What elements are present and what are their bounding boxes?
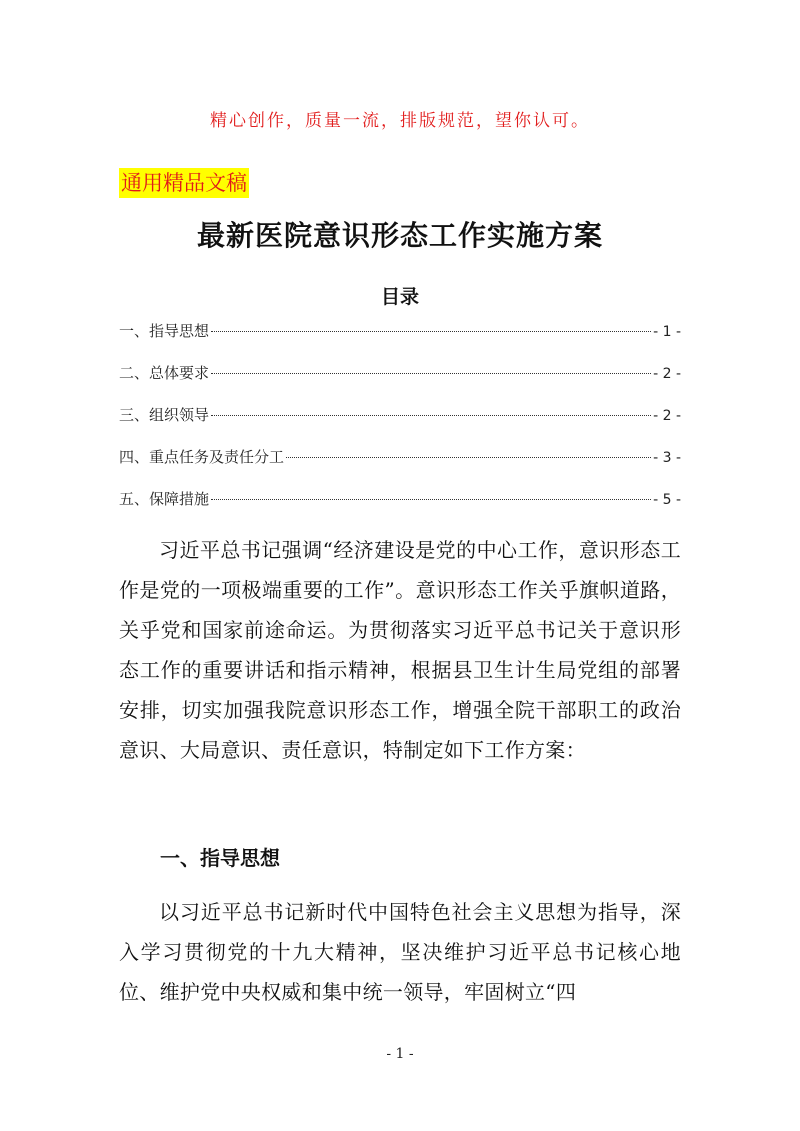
toc-entry[interactable] [119,362,681,404]
toc-entry-page: - 5 - [653,492,681,508]
toc-entry-label: 四、重点任务及责任分工 [119,448,285,466]
toc-leader-dots [211,499,651,500]
toc-leader-dots [211,331,651,332]
toc-entry-label: 三、组织领导 [119,406,210,424]
toc-leader-dots [211,415,651,416]
toc-leader-dots [286,457,651,458]
toc-entry-page: - 3 - [653,450,681,466]
toc-entry[interactable] [119,404,681,446]
section-heading-guiding-ideology: 一、指导思想 [160,846,280,870]
toc-entry[interactable] [119,320,681,362]
page-number: - 1 - [386,1046,414,1062]
toc-entry-label: 一、指导思想 [119,322,210,340]
toc-entry[interactable] [119,446,681,488]
intro-paragraph: 习近平总书记强调“经济建设是党的中心工作，意识形态工作是党的一项极端重要的工作”。意识形态工作关乎旗帜道路，关乎党和国家前途命运。为贯彻落实习近平总书记关于意识形态工作的重要讲话和指示精神，根据县卫生计生局党组的部署安排，切实加强我院意识形态工作，增强全院干部职工的政治意识、大局意识、责任意识，特制定如下工作方案： [119,538,681,762]
toc-entry-label: 五、保障措施 [119,490,210,508]
toc-entry-label: 二、总体要求 [119,364,210,382]
slogan: 精心创作，质量一流，排版规范，望你认可。 [210,111,590,131]
toc-entry-page: - 1 - [653,324,681,340]
toc-leader-dots [211,373,651,374]
document-title: 最新医院意识形态工作实施方案 [196,219,603,252]
table-of-contents [119,320,681,530]
badge: 通用精品文稿 [119,168,249,198]
toc-entry-page: - 2 - [653,408,681,424]
toc-heading: 目录 [380,286,419,308]
toc-entry-page: - 2 - [653,366,681,382]
guiding-ideology-paragraph: 以习近平总书记新时代中国特色社会主义思想为指导，深入学习贯彻党的十九大精神，坚决维护习近平总书记核心地位、维护党中央权威和集中统一领导，牢固树立“四 [119,900,681,1004]
toc-entry[interactable] [119,488,681,530]
